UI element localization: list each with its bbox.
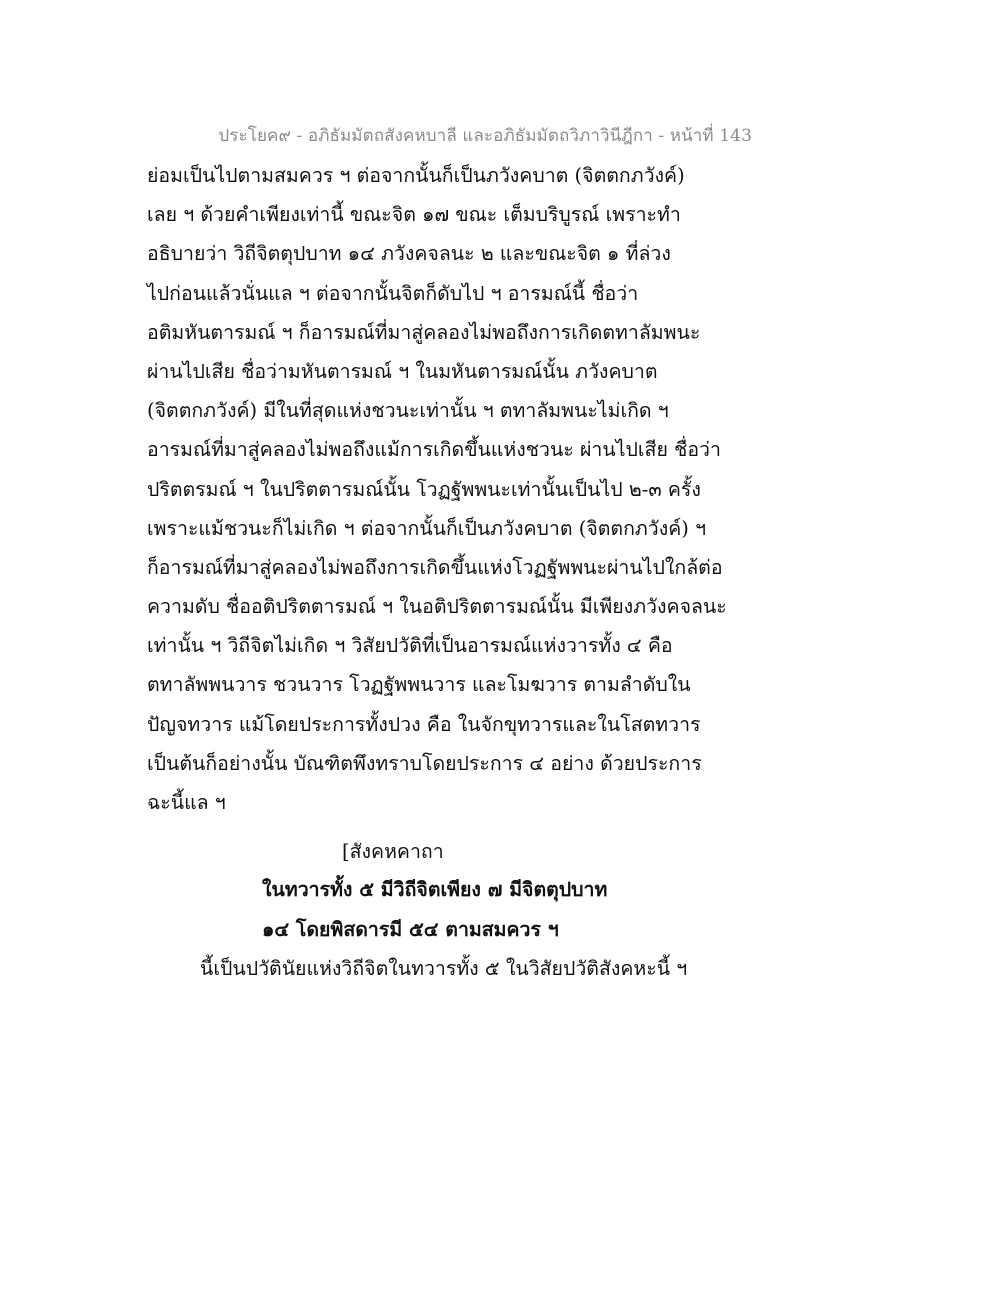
text-line: (จิตตกภวังค์) มีในที่สุดแห่งชวนะเท่านั้น ฯ ตทาลัมพนะไม่เกิด ฯ [147,399,669,423]
text-line: ปัญจทวาร แม้โดยประการทั้งปวง คือ ในจักขุทวารและในโสตทวาร [147,712,701,736]
text-line: ปริตตรมณ์ ฯ ในปริตตารมณ์นั้น โวฏฐัพพนะเท่านั้นเป็นไป ๒-๓ ครั้ง [147,477,701,501]
text-line: ก็อารมณ์ที่มาสู่คลองไม่พอถึงการเกิดขึ้นแห่งโวฏฐัพพนะผ่านไปใกล้ต่อ [147,555,723,579]
text-line: อติมหันตารมณ์ ฯ ก็อารมณ์ที่มาสู่คลองไม่พอถึงการเกิดตทาลัมพนะ [147,320,701,344]
text-line: ผ่านไปเสีย ชื่อว่ามหันตารมณ์ ฯ ในมหันตารมณ์นั้น ภวังคบาต [147,359,658,383]
verse-heading: [สังคหคาถา [342,840,444,863]
text-line: อารมณ์ที่มาสู่คลองไม่พอถึงแม้การเกิดขึ้นแห่งชวนะ ผ่านไปเสีย ชื่อว่า [147,438,721,462]
text-line: เป็นต้นก็อย่างนั้น บัณฑิตพึงทราบโดยประการ ๔ อย่าง ด้วยประการ [147,751,702,775]
text-line: อธิบายว่า วิถีจิตตุปบาท ๑๔ ภวังคจลนะ ๒ และขณะจิต ๑ ที่ล่วง [147,242,671,266]
text-line: ฉะนี้แล ฯ [147,791,226,814]
verse-line: ในทวารทั้ง ๕ มีวิถีจิตเพียง ๗ มีจิตตุปบาท [262,878,608,901]
text-line: ตทาลัพพนวาร ชวนวาร โวฏฐัพพนวาร และโมฆวาร ตามลำดับใน [147,673,691,697]
text-line: เท่านั้น ฯ วิถีจิตไม่เกิด ฯ วิสัยปวัติที่เป็นอารมณ์แห่งวารทั้ง ๔ คือ [147,634,673,658]
text-line: ไปก่อนแล้วนั่นแล ฯ ต่อจากนั้นจิตก็ดับไป ฯ อารมณ์นี้ ชื่อว่า [147,281,639,305]
text-line: ย่อมเป็นไปตามสมควร ฯ ต่อจากนั้นก็เป็นภวังคบาต (จิตตกภวังค์) [147,164,685,187]
text-line: เพราะแม้ชวนะก็ไม่เกิด ฯ ต่อจากนั้นก็เป็นภวังคบาต (จิตตกภวังค์) ฯ [147,516,707,540]
text-line: เลย ฯ ด้วยคำเพียงเท่านี้ ขณะจิต ๑๗ ขณะ เต็มบริบูรณ์ เพราะทำ [147,203,681,227]
text-line: ความดับ ชื่ออติปริตตารมณ์ ฯ ในอติปริตตารมณ์นั้น มีเพียงภวังคจลนะ [147,595,727,619]
body-text [147,156,747,822]
verse-line: ๑๔ โดยพิสดารมี ๕๔ ตามสมควร ฯ [262,918,559,941]
running-header: ประโยค๙ - อภิธัมมัตถสังคหบาลี และอภิธัมมัตถวิภาวินีฎีกา - หน้าที่ 143 [218,126,752,146]
closing-line: นี้เป็นปวัตินัยแห่งวิถีจิตในทวารทั้ง ๕ ในวิสัยปวัติสังคหะนี้ ฯ [200,957,688,980]
